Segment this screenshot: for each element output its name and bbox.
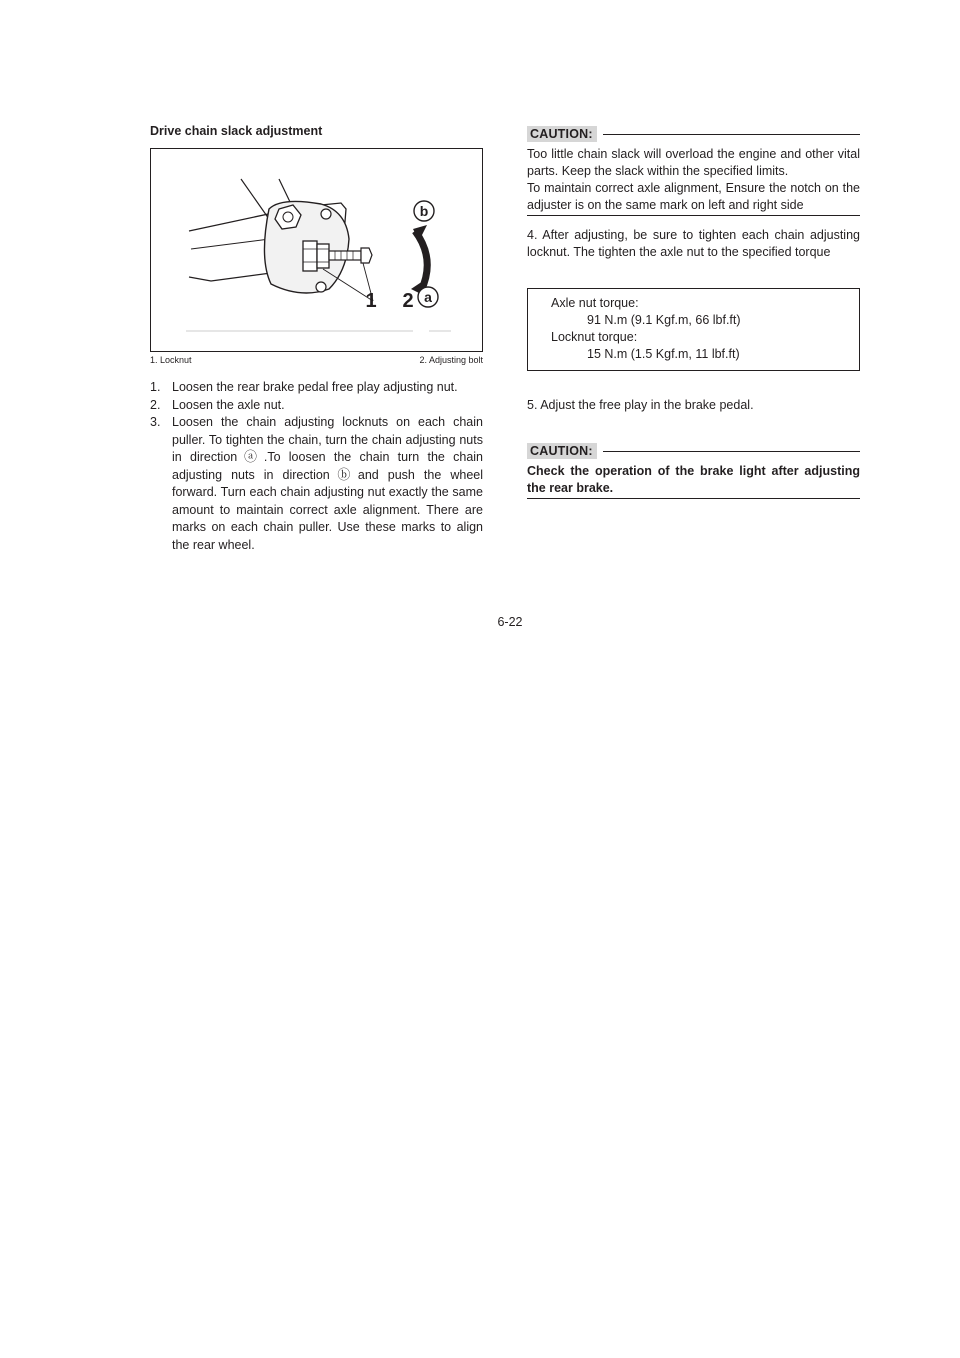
step-item: [150, 397, 483, 415]
caution-label: CAUTION:: [527, 126, 597, 142]
chain-adjuster-figure: [150, 148, 483, 352]
direction-a-mark: ⓐ: [239, 450, 262, 465]
right-column: [527, 124, 860, 499]
callout-2: 2: [402, 290, 414, 312]
step-text-part1: Loosen the chain adjusting locknuts on each chain puller. To tighten the chain, turn the chain adjusting nuts in direction: [172, 415, 483, 464]
callout-1: 1: [365, 290, 377, 312]
chain-adjuster-illustration: [151, 149, 482, 351]
caution-rule: [603, 134, 860, 135]
caution-block-1: [527, 124, 860, 216]
step-text-part2: .To loosen the chain turn the chain adjusting nuts in direction: [172, 450, 483, 482]
callout-b: b: [419, 203, 429, 219]
left-column: [150, 124, 483, 554]
page-number: 6-22: [497, 615, 523, 629]
step-number: 1.: [150, 380, 161, 394]
caption-adjusting-bolt: 2. Adjusting bolt: [419, 355, 483, 365]
figure-captions: [150, 355, 483, 365]
step-text: Loosen the axle nut.: [172, 397, 285, 412]
callout-a: a: [424, 289, 432, 305]
step-item: [150, 379, 483, 397]
direction-b-mark: ⓑ: [331, 467, 356, 483]
caption-locknut: 1. Locknut: [150, 355, 192, 365]
step-text-part3: and push the wheel forward. Turn each chain adjusting nut exactly the same amount to maintain correct axle alignment. There are marks on each chain puller. Use these marks to align the rear wheel.: [172, 467, 483, 552]
step-item: [150, 414, 483, 554]
step-text: [172, 414, 483, 554]
step-number: 2.: [150, 397, 161, 412]
caution-body: [527, 144, 860, 216]
locknut-torque-label: Locknut torque:: [551, 330, 638, 344]
caution-body: Check the operation of the brake light after adjusting the rear brake.: [527, 461, 860, 499]
step-4: 4. After adjusting, be sure to tighten each chain adjusting locknut. The tighten the axle nut to the specified torque: [527, 228, 860, 259]
procedure-steps: [150, 379, 483, 554]
caution-text-2: To maintain correct axle alignment, Ensure the notch on the adjuster is on the same mark on left and right side: [527, 181, 860, 212]
caution-header: [527, 441, 860, 461]
torque-spec-box: [527, 288, 860, 371]
step-text: Loosen the rear brake pedal free play adjusting nut.: [172, 380, 458, 394]
caution-block-2: [527, 441, 860, 499]
caution-rule: [603, 451, 860, 452]
caution-header: [527, 124, 860, 144]
axle-torque-label: Axle nut torque:: [551, 296, 639, 310]
caution-label: CAUTION:: [527, 443, 597, 459]
caution-text-1: Too little chain slack will overload the engine and other vital parts. Keep the slack within the specified limits.: [527, 147, 860, 178]
axle-torque-value: 91 N.m (9.1 Kgf.m, 66 lbf.ft): [587, 313, 741, 327]
step-number: 3.: [150, 415, 161, 429]
locknut-torque-value: 15 N.m (1.5 Kgf.m, 11 lbf.ft): [587, 347, 740, 361]
step-5: 5. Adjust the free play in the brake pedal.: [527, 398, 754, 412]
section-heading: Drive chain slack adjustment: [150, 124, 323, 138]
